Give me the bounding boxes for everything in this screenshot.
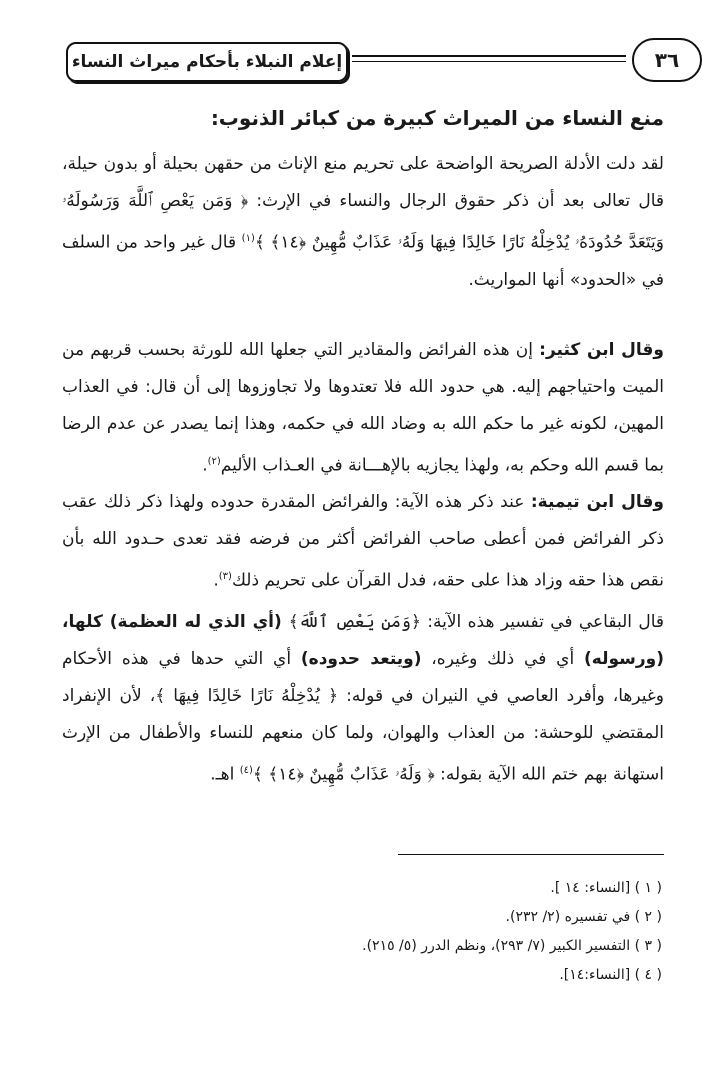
footnote-separator bbox=[398, 854, 664, 855]
paragraph-end: . bbox=[202, 455, 208, 476]
paragraph-end: اهـ. bbox=[210, 764, 240, 785]
footnote: ( ٣ ) التفسير الكبير (٧/ ٢٩٣)، ونظم الدرر (٥/ ٢١٥). bbox=[362, 938, 662, 954]
footnote-ref: (٢) bbox=[207, 456, 221, 467]
paragraph-text: عند ذكر هذه الآية: والفرائض المقدرة حدوده ولهذا ذكر ذلك عقب ذكر الفرائض فمن أعطى صاحب الفرائض أكثر من فرضه فقد تعدى حـدود الله بأن نقص هذا حقه وزاد هذا على حقه، فدل القرآن على تحريم ذلك bbox=[62, 492, 664, 591]
paragraph-text: أي التي حدها في هذه الأحكام وغيرها، وأفرد العاصي في النيران في قوله: bbox=[62, 649, 664, 706]
paragraph-end: . bbox=[213, 570, 219, 591]
section-heading: منع النساء من الميراث كبيرة من كبائر الذنوب: bbox=[210, 106, 664, 130]
footnote: ( ١ ) [النساء: ١٤ ]. bbox=[550, 880, 662, 896]
paragraph-text: ، لأن الإنفراد المقتضي للوحشة: من العذاب والهوان، ولما كان منعهم للنساء والأطفال من الإرث استهانة بهم ختم الله الآية بقوله: bbox=[62, 686, 664, 785]
paragraph-text: قال غير واحد من السلف في «الحدود» أنها المواريث. bbox=[62, 232, 664, 290]
bold-phrase: (أي الذي له العظمة) كلها، (ورسوله) bbox=[62, 612, 664, 669]
quran-verse: ﴿ وَمَن يَعْصِ ٱللَّهَ وَرَسُولَهُۥ وَيَتَعَدَّ حُدُودَهُۥ يُدْخِلْهُ نَارًا خَالِدًا فِيهَا وَلَهُۥ عَذَابٌ مُّهِينٌ ﴿١٤﴾ ﴾ bbox=[62, 191, 664, 253]
paragraph-text: قال البقاعي في تفسير هذه الآية: bbox=[420, 612, 665, 632]
paragraph-2 bbox=[62, 332, 664, 485]
footnotes bbox=[362, 874, 662, 990]
paragraph-lead: وقال ابن كثير: bbox=[539, 340, 664, 360]
footnote-ref: (١) bbox=[241, 233, 255, 244]
footnote: ( ٤ ) [النساء:١٤]. bbox=[559, 967, 662, 983]
quran-verse: ﴿ وَلَهُۥ عَذَابٌ مُّهِينٌ ﴿١٤﴾ ﴾ bbox=[252, 764, 435, 785]
page-number: ٣٦ bbox=[632, 38, 702, 82]
paragraph-text: أي في ذلك وغيره، bbox=[421, 649, 585, 669]
footnote-ref: (٤) bbox=[239, 765, 253, 776]
paragraph-1 bbox=[62, 146, 664, 299]
quran-verse: ﴿وَمَن يَعْصِ ٱللَّهَ﴾ bbox=[288, 612, 421, 632]
paragraph-3 bbox=[62, 484, 664, 600]
footnote-ref: (٣) bbox=[218, 571, 232, 582]
paragraph-text: لقد دلت الأدلة الصريحة الواضحة على تحريم منع الإناث من حقهن بحيلة أو بدون حيلة، قال تعالى بعد أن ذكر حقوق الرجال والنساء في الإرث: bbox=[62, 154, 665, 211]
footnote: ( ٢ ) في تفسيره (٢/ ٢٣٢). bbox=[505, 909, 662, 925]
quran-verse: ﴿ يُدْخِلْهُ نَارًا خَالِدًا فِيهَا ﴾ bbox=[155, 686, 339, 706]
running-title: إعلام النبلاء بأحكام ميراث النساء bbox=[66, 42, 348, 82]
page-header bbox=[66, 38, 702, 88]
bold-phrase: (ويتعد حدوده) bbox=[300, 649, 422, 669]
header-rule bbox=[352, 55, 626, 65]
paragraph-text: إن هذه الفرائض والمقادير التي جعلها الله للورثة بحسب قربهم من الميت واحتياجهم إليه. هي حدود الله فلا تعتدوها ولا تجاوزوها إلى أن قال: في العذاب المهين، لكونه غير ما حكم الله به وضاد الله في حكمه، وهذا إنما يصدر عن عدم الرضا بما قسم الله وحكم به، ولهذا يجازيه بالإهـــانة في العـذاب الأليم bbox=[62, 340, 664, 476]
paragraph-4 bbox=[62, 604, 664, 794]
paragraph-lead: وقال ابن تيمية: bbox=[530, 492, 664, 512]
